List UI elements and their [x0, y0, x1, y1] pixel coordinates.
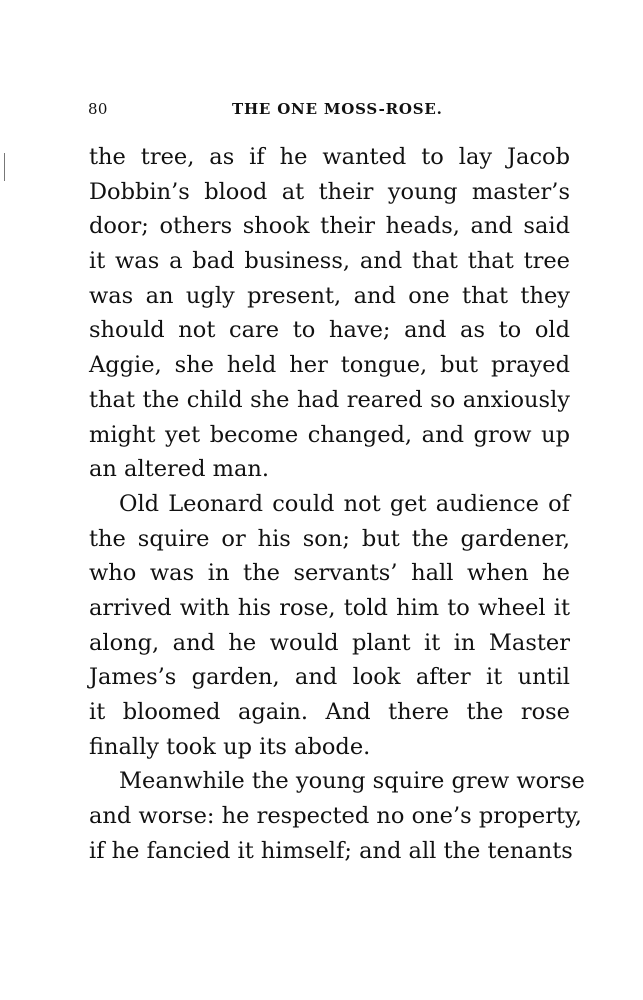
text-line: finally took up its abode. — [89, 733, 371, 760]
running-title: THE ONE MOSS-ROSE. — [232, 100, 443, 118]
text-line: along, and he would plant it in Master — [89, 629, 570, 656]
running-head — [88, 100, 570, 124]
text-line: and worse: he respected no one’s property, — [89, 803, 582, 830]
margin-mark — [4, 153, 5, 181]
text-line: an altered man. — [89, 456, 270, 483]
body-text — [89, 140, 585, 868]
text-line: the tree, as if he wanted to lay Jacob — [89, 144, 570, 170]
text-line: Aggie, she held her tongue, but prayed — [89, 352, 570, 379]
text-line: that the child she had reared so anxiously — [89, 386, 570, 413]
text-line: Old Leonard could not get audience of — [119, 490, 570, 517]
text-line: should not care to have; and as to old — [89, 317, 570, 344]
text-line: door; others shook their heads, and said — [89, 213, 570, 240]
text-line: James’s garden, and look after it until — [89, 664, 570, 691]
text-line: the squire or his son; but the gardener, — [89, 525, 570, 552]
text-line: might yet become changed, and grow up — [89, 421, 570, 448]
text-line: Meanwhile the young squire grew worse — [119, 768, 585, 795]
page-number: 80 — [88, 100, 108, 118]
text-line: who was in the servants’ hall when he — [89, 560, 570, 587]
text-line: was an ugly present, and one that they — [89, 282, 570, 309]
text-line: arrived with his rose, told him to wheel it — [89, 594, 570, 621]
text-line: Dobbin’s blood at their young master’s — [89, 178, 570, 205]
text-line: if he fancied it himself; and all the tenants — [89, 837, 573, 864]
text-line: it was a bad business, and that that tree — [89, 248, 570, 275]
text-line: it bloomed again. And there the rose — [89, 699, 570, 725]
